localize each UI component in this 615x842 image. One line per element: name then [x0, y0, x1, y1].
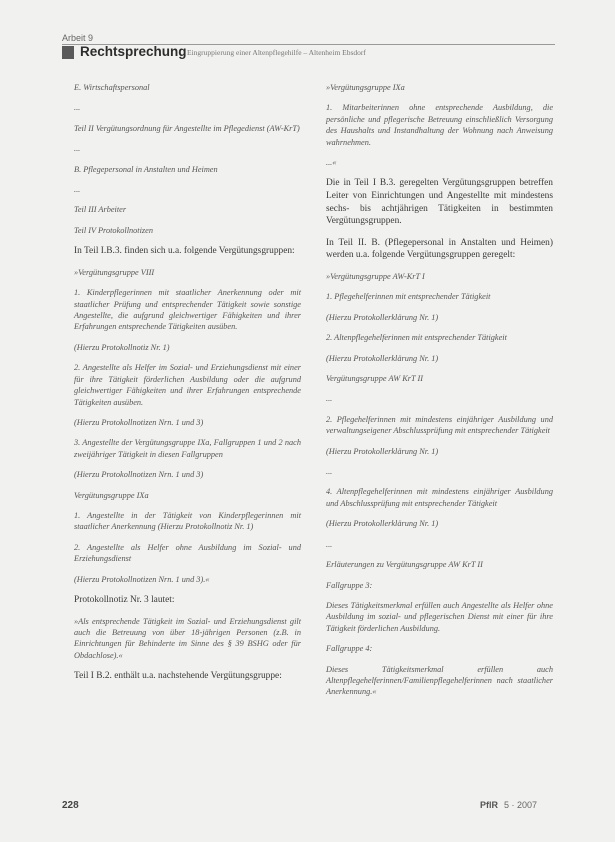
paragraph: 1. Mitarbeiterinnen ohne entsprechende Ausbildung, die persönliche und pflegerische Betreuung einschließlich Versorgung des Haushalts und Instandhaltung der Wohnung nach Anweisung wahrnehmen.: [326, 103, 553, 147]
paragraph: 1. Angestellte in der Tätigkeit von Kinderpflegerinnen mit staatlicher Anerkennung (Hierzu Protokollnotiz Nr. 1): [74, 510, 301, 532]
paragraph: Teil IV Protokollnotizen: [74, 225, 153, 235]
paragraph: Fallgruppe 4:: [326, 644, 373, 654]
paragraph: 2. Angestellte als Helfer im Sozial- und Erziehungsdienst mit einer für ihre Tätigkeit förderlichen Ausbildung oder die aufgrund gleichwertiger Fähigkeiten und ihrer Erfahrungen entsprechende Tätigkeiten ausüben.: [74, 363, 301, 407]
section-label: Arbeit 9: [62, 33, 94, 43]
paragraph: »Als entsprechende Tätigkeit im Sozial- und Erziehungsdienst gilt auch die Betreuung von über 18-jährigen Personen (z.B. in Einrichtungen für Behinderte im Sinne des § 39 BSHG oder für Obdachlose).«: [74, 616, 301, 660]
paragraph: ...: [326, 394, 333, 404]
paragraph: Die in Teil I B.3. geregelten Vergütungsgruppen betreffen Leiter von Einrichtungen und Angestellte mit mindestens sechs- bis achtjährigen Tätigkeiten in bestimmten Vergütungsgruppen.: [326, 178, 553, 227]
paragraph: Teil I B.2. enthält u.a. nachstehende Vergütungsgruppe:: [74, 671, 282, 682]
paragraph: (Hierzu Protokollerklärung Nr. 1): [326, 312, 439, 322]
paragraph: B. Pflegepersonal in Anstalten und Heimen: [74, 164, 218, 174]
paragraph: Protokollnotiz Nr. 3 lautet:: [74, 594, 175, 605]
paragraph: 2. Pflegehelferinnen mit mindestens einjähriger Ausbildung und verwaltungseigener Abschlussprüfung mit entsprechender Tätigkeit: [326, 414, 553, 436]
paragraph: 1. Pflegehelferinnen mit entsprechender Tätigkeit: [326, 292, 491, 302]
paragraph: »Vergütungsgruppe VIII: [74, 267, 155, 277]
issue-number: 5 · 2007: [504, 800, 538, 810]
paragraph: Vergütungsgruppe IXa: [74, 490, 149, 500]
paragraph: Teil III Arbeiter: [74, 205, 127, 215]
paragraph: Dieses Tätigkeitsmerkmal erfüllen auch Altenpflegehelferinnen/Familienpflegehelferinnen nach staatlicher Anerkennung.«: [326, 664, 553, 697]
paragraph: 2. Angestellte als Helfer ohne Ausbildung im Sozial- und Erziehungsdienst: [74, 542, 301, 564]
paragraph: Erläuterungen zu Vergütungsgruppe AW KrT II: [326, 560, 483, 570]
paragraph: ...: [74, 103, 81, 113]
paragraph: ...: [74, 144, 81, 154]
paragraph: 3. Angestellte der Vergütungsgruppe IXa, Fallgruppen 1 und 2 nach zweijähriger Tätigkeit in diesen Fallgruppen: [74, 438, 301, 459]
paragraph: In Teil II. B. (Pflegepersonal in Anstalten und Heimen) werden u.a. folgende Vergütungsgruppen geregelt:: [326, 237, 553, 261]
page-subtitle: Eingruppierung einer Altenpflegehilfe – Altenheim Ebsdorf: [187, 48, 366, 57]
paragraph: ...«: [326, 158, 337, 168]
paragraph: (Hierzu Protokollerklärung Nr. 1): [326, 353, 439, 363]
paragraph: Vergütungsgruppe AW KrT II: [326, 374, 424, 384]
paragraph: ...: [326, 467, 333, 477]
paragraph: Teil II Vergütungsordnung für Angestellte im Pflegedienst (AW-KrT): [74, 123, 300, 133]
header-marker: [62, 46, 74, 59]
footer-issue: [480, 800, 537, 810]
left-column: [74, 82, 301, 692]
paragraph: Fallgruppe 3:: [326, 580, 373, 590]
paragraph: ...: [326, 539, 333, 549]
paragraph: (Hierzu Protokollerklärung Nr. 1): [326, 446, 439, 456]
paragraph: »Vergütungsgruppe IXa: [326, 83, 405, 92]
paragraph: (Hierzu Protokollnotizen Nrn. 1 und 3): [74, 417, 204, 427]
paragraph: In Teil I.B.3. finden sich u.a. folgende Vergütungsgruppen:: [74, 246, 295, 257]
paragraph: 4. Altenpflegehelferinnen mit mindestens einjähriger Ausbildung und Abschlussprüfung mit entsprechender Tätigkeit: [326, 487, 553, 508]
paragraph: E. Wirtschaftspersonal: [74, 83, 150, 92]
page-title: Rechtsprechung: [80, 44, 187, 59]
journal-name: PflR: [480, 800, 498, 810]
paragraph: Dieses Tätigkeitsmerkmal erfüllen auch Angestellte als Helfer ohne Ausbildung im sozial- und pflegerischen Dienst mit einer für ihre Tätigkeit förderlichen Ausbildung.: [326, 600, 553, 633]
paragraph: (Hierzu Protokollnotizen Nrn. 1 und 3).«: [74, 574, 210, 584]
page-number: 228: [62, 800, 79, 811]
paragraph: ...: [74, 185, 81, 195]
right-column: [326, 82, 553, 707]
paragraph: (Hierzu Protokollnotizen Nrn. 1 und 3): [74, 470, 204, 480]
paragraph: (Hierzu Protokollerklärung Nr. 1): [326, 519, 439, 529]
paragraph: 2. Altenpflegehelferinnen mit entsprechender Tätigkeit: [326, 333, 507, 343]
paragraph: 1. Kinderpflegerinnen mit staatlicher Anerkennung oder mit staatlicher Prüfung und entsprechender Tätigkeit sowie sonstige Angestellte, die aufgrund gleichwertiger Fähigkeiten und ihrer Erfahrungen entsprechende Tätigkeiten ausüben.: [74, 288, 301, 332]
paragraph: (Hierzu Protokollnotiz Nr. 1): [74, 342, 170, 352]
paragraph: »Vergütungsgruppe AW-KrT I: [326, 272, 425, 281]
